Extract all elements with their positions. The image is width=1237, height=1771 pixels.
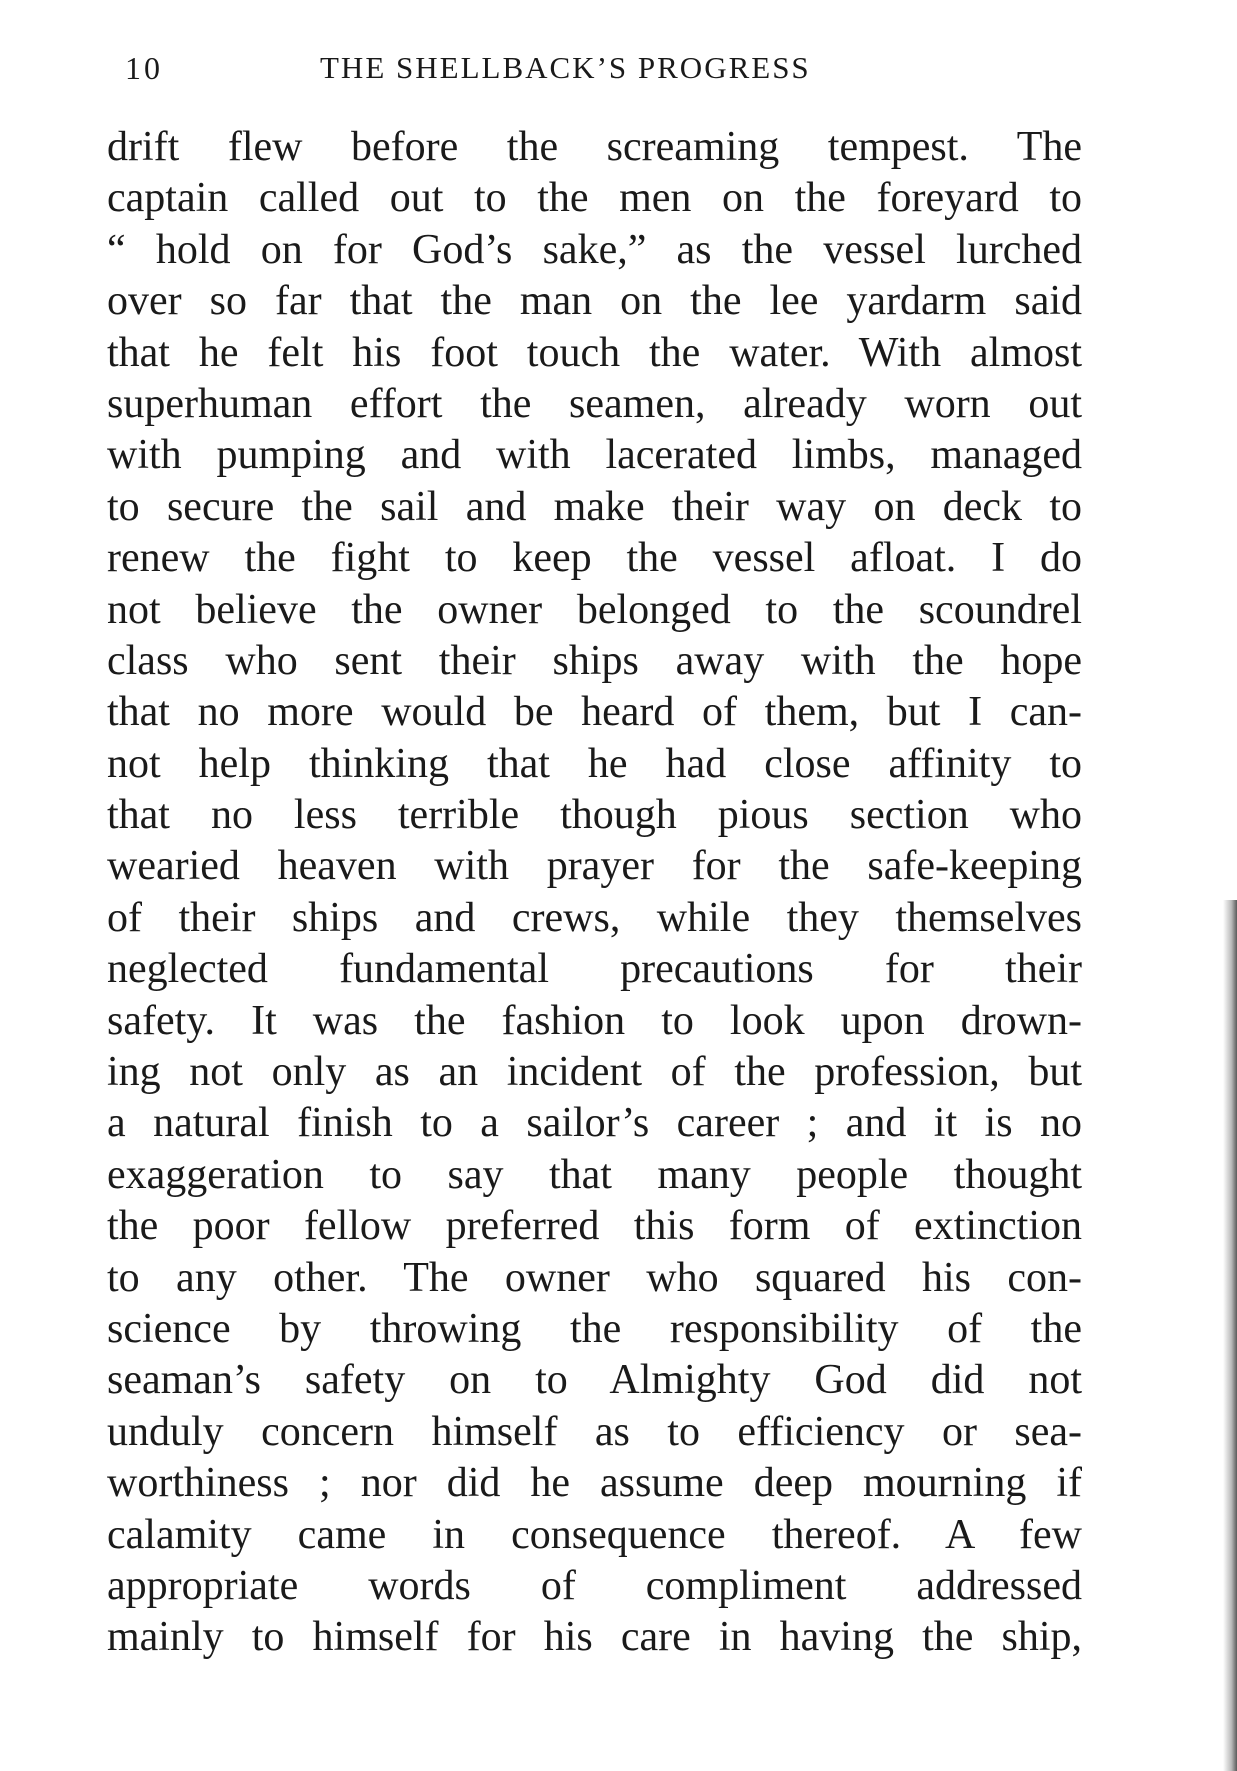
text-line: not help thinking that he had close affinity to: [107, 740, 1082, 787]
text-line: ing not only as an incident of the profession, but: [107, 1049, 1082, 1096]
page-number: 10: [125, 50, 163, 86]
text-line: over so far that the man on the lee yardarm said: [107, 278, 1082, 325]
text-line: unduly concern himself as to efficiency or sea-: [107, 1408, 1082, 1455]
text-line: seaman’s safety on to Almighty God did not: [107, 1357, 1082, 1404]
text-line: not believe the owner belonged to the scoundrel: [107, 586, 1082, 633]
text-line: the poor fellow preferred this form of extinction: [107, 1203, 1082, 1250]
text-line: science by throwing the responsibility of the: [107, 1305, 1082, 1352]
text-line: exaggeration to say that many people thought: [107, 1151, 1082, 1198]
text-line: calamity came in consequence thereof. A few: [107, 1511, 1082, 1558]
text-line: superhuman effort the seamen, already worn out: [107, 380, 1082, 427]
body-text: [107, 122, 1082, 1664]
text-line: mainly to himself for his care in having the ship,: [107, 1614, 1082, 1661]
text-line: worthiness ; nor did he assume deep mourning if: [107, 1460, 1082, 1507]
text-line: that he felt his foot touch the water. With almost: [107, 329, 1082, 376]
text-line: neglected fundamental precautions for their: [107, 946, 1082, 993]
text-line: with pumping and with lacerated limbs, managed: [107, 432, 1082, 479]
text-line: captain called out to the men on the foreyard to: [107, 175, 1082, 222]
text-line: a natural finish to a sailor’s career ; and it is no: [107, 1100, 1082, 1147]
text-line: renew the fight to keep the vessel afloat. I do: [107, 535, 1082, 582]
running-title: THE SHELLBACK’S PROGRESS: [320, 50, 811, 85]
text-line: wearied heaven with prayer for the safe-keeping: [107, 843, 1082, 890]
text-line: to secure the sail and make their way on deck to: [107, 483, 1082, 530]
text-line: that no more would be heard of them, but I can-: [107, 689, 1082, 736]
page-header: [125, 50, 895, 90]
text-line: class who sent their ships away with the hope: [107, 637, 1082, 684]
text-line: appropriate words of compliment addressed: [107, 1562, 1082, 1609]
text-line: “ hold on for God’s sake,” as the vessel lurched: [107, 226, 1082, 273]
text-line: that no less terrible though pious section who: [107, 792, 1082, 839]
text-line: drift flew before the screaming tempest. The: [107, 124, 1082, 170]
text-line: to any other. The owner who squared his con-: [107, 1254, 1082, 1301]
text-line: safety. It was the fashion to look upon drown-: [107, 997, 1082, 1044]
text-line: of their ships and crews, while they themselves: [107, 894, 1082, 941]
page-edge-shadow: [1223, 900, 1237, 1771]
